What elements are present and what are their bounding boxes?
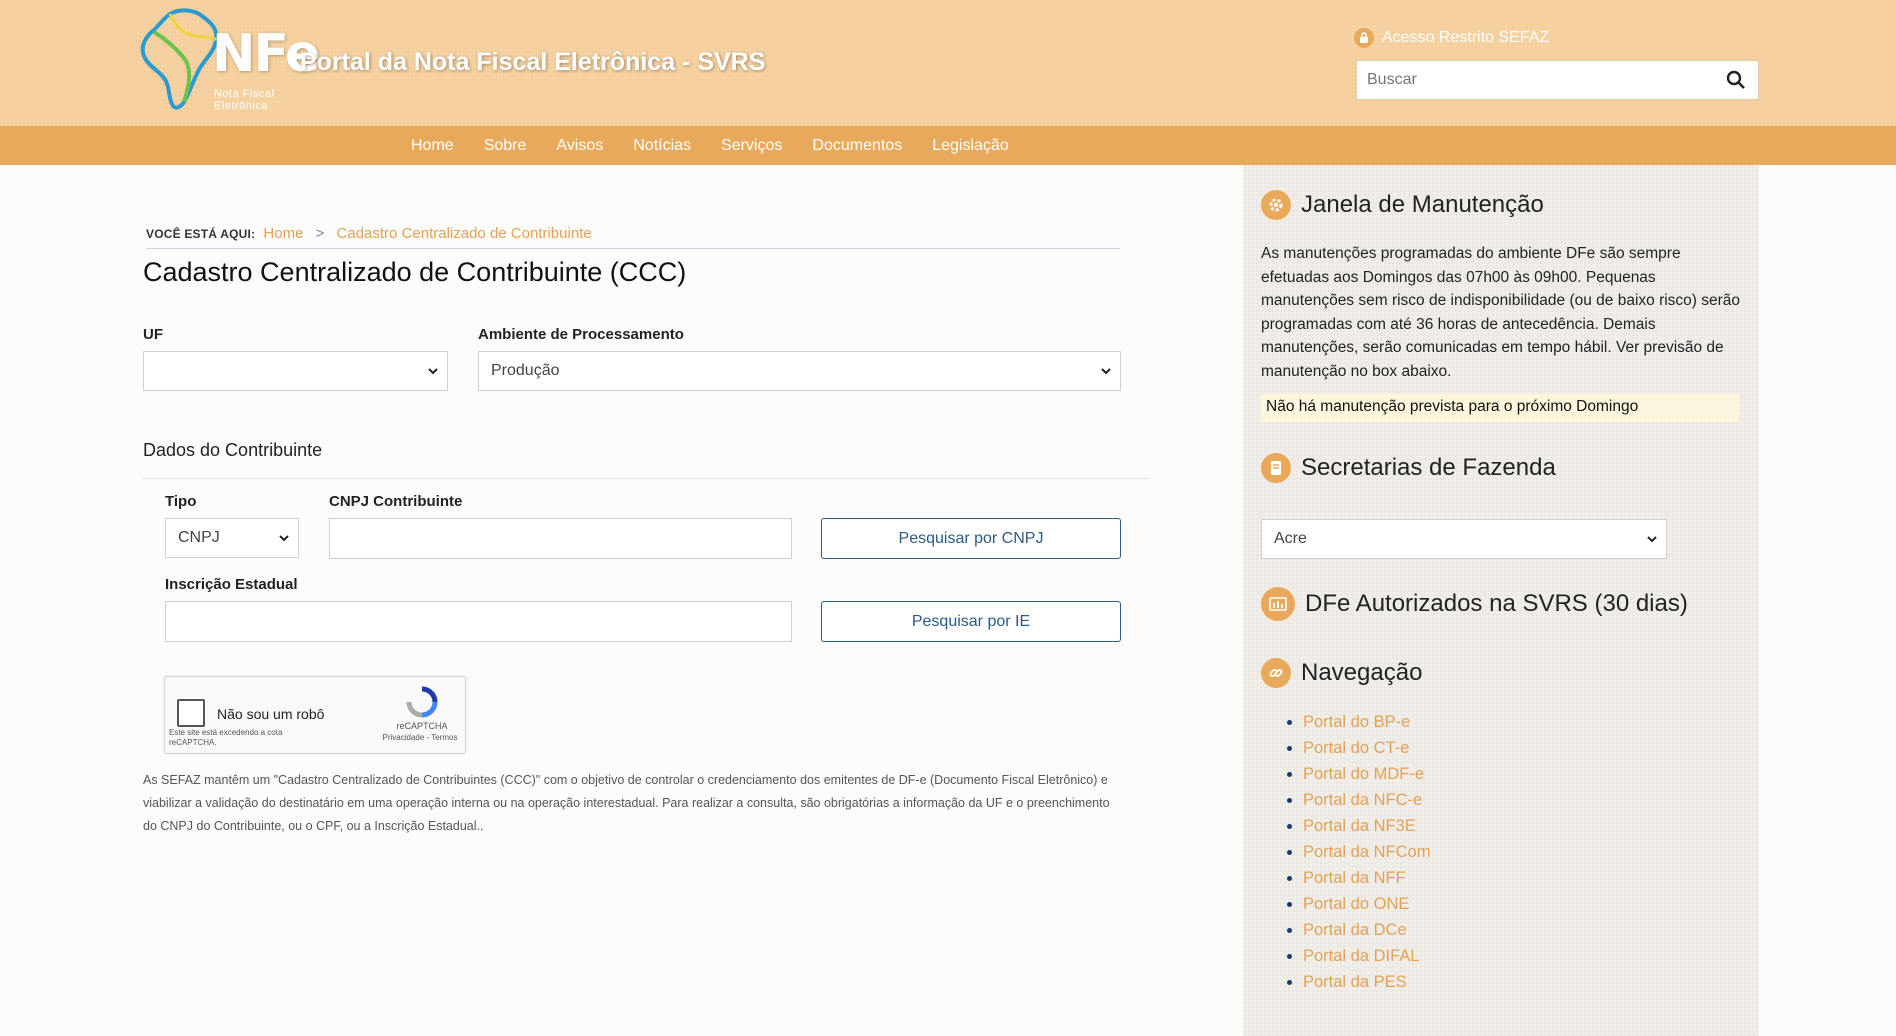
nav-home[interactable]: Home — [411, 137, 454, 154]
recaptcha-terms[interactable]: Privacidade - Termos — [382, 733, 458, 742]
chevron-down-icon — [427, 365, 439, 377]
tipo-select-value: CNPJ — [178, 529, 220, 546]
portal-link-nfce[interactable]: • Portal da NFC-e — [1303, 787, 1430, 813]
link-icon — [1261, 658, 1291, 688]
section-divider — [142, 478, 1150, 479]
dfe-heading — [1261, 587, 1688, 621]
cnpj-input[interactable] — [329, 518, 792, 559]
maintenance-text: As manutenções programadas do ambiente DFe são sempre efetuadas aos Domingos das 07h00 às 09h00. Pequenas manutenções sem risco de indisponibilidade (ou de baixo risco) serão programadas com até 36 horas de antecedência. Demais manutenções, serão comunicadas em tempo hábil. Ver previsão de manutenção no box abaixo. — [1261, 245, 1741, 380]
lock-icon — [1354, 28, 1374, 48]
portal-link-nfcom[interactable]: • Portal da NFCom — [1303, 839, 1430, 865]
page-title: Cadastro Centralizado de Contribuinte (CCC) — [143, 257, 687, 287]
site-title[interactable]: Portal da Nota Fiscal Eletrônica - SVRS — [300, 48, 766, 76]
search-box — [1356, 60, 1759, 100]
main-nav — [0, 126, 1896, 165]
recaptcha-widget — [164, 676, 466, 754]
document-icon — [1261, 453, 1291, 483]
nav-documentos[interactable]: Documentos — [812, 137, 903, 154]
logo-text: NFe — [212, 24, 319, 84]
portal-link-nf3e[interactable]: • Portal da NF3E — [1303, 813, 1430, 839]
portal-link-nff[interactable]: • Portal da NFF — [1303, 865, 1430, 891]
uf-select[interactable] — [143, 351, 448, 391]
nfe-logo[interactable] — [140, 6, 319, 120]
dfe-title: DFe Autorizados na SVRS (30 dias) — [1305, 590, 1688, 617]
portal-link-cte[interactable]: • Portal do CT-e — [1303, 735, 1430, 761]
header — [0, 0, 1896, 126]
portal-link-dce[interactable]: • Portal da DCe — [1303, 917, 1430, 943]
recaptcha-quota-text: Este site está excedendo a cota reCAPTCHA. — [169, 728, 283, 747]
chevron-down-icon — [1646, 533, 1658, 545]
nav-servicos[interactable]: Serviços — [721, 137, 783, 154]
breadcrumb — [146, 225, 1120, 249]
ambiente-select-value: Produção — [491, 362, 560, 379]
nav-noticias[interactable]: Notícias — [633, 137, 692, 154]
breadcrumb-prefix: VOCÊ ESTÁ AQUI: — [146, 227, 256, 241]
chevron-down-icon — [1100, 365, 1112, 377]
recaptcha-checkbox[interactable] — [177, 699, 205, 727]
nav-avisos[interactable]: Avisos — [556, 137, 604, 154]
navegacao-heading — [1261, 658, 1422, 688]
portal-link-mdfe[interactable]: • Portal do MDF-e — [1303, 761, 1430, 787]
navegacao-title: Navegação — [1301, 659, 1423, 686]
tipo-label: Tipo — [165, 493, 197, 510]
gear-icon — [1261, 190, 1291, 220]
logo-subtitle: Nota Fiscal Eletrônica — [214, 88, 275, 112]
breadcrumb-current[interactable]: Cadastro Centralizado de Contribuinte — [336, 225, 592, 242]
breadcrumb-home-link[interactable]: Home — [263, 225, 304, 242]
uf-label: UF — [143, 326, 163, 343]
portal-link-pes[interactable]: • Portal da PES — [1303, 969, 1430, 995]
secretarias-title: Secretarias de Fazenda — [1301, 454, 1556, 481]
search-input[interactable] — [1357, 61, 1717, 99]
cnpj-label: CNPJ Contribuinte — [329, 493, 463, 510]
secretarias-select[interactable] — [1261, 519, 1667, 559]
nav-sobre[interactable]: Sobre — [483, 137, 527, 154]
chevron-down-icon — [278, 532, 290, 544]
recaptcha-label: Não sou um robô — [217, 706, 325, 722]
ambiente-label: Ambiente de Processamento — [478, 326, 684, 343]
portal-links-list — [1283, 709, 1430, 995]
recaptcha-brand: reCAPTCHA — [396, 721, 448, 731]
maintenance-heading — [1261, 190, 1544, 220]
maintenance-title: Janela de Manutenção — [1301, 191, 1544, 218]
recaptcha-logo-icon — [405, 685, 439, 719]
secretarias-select-value: Acre — [1274, 530, 1307, 547]
maintenance-notice: Não há manutenção prevista para o próximo Domingo — [1261, 394, 1739, 422]
ie-label: Inscrição Estadual — [165, 576, 298, 593]
ie-input[interactable] — [165, 601, 792, 642]
search-icon[interactable] — [1726, 70, 1748, 92]
restricted-access-label: Acesso Restrito SEFAZ — [1382, 29, 1550, 46]
info-paragraph: As SEFAZ mantêm um "Cadastro Centralizado de Contribuintes (CCC)" com o objetivo de controlar o credenciamento dos emitentes de DF-e (Documento Fiscal Eletrônico) e viabilizar a validação do destinatário em uma operação interna ou na operação interestadual. Para realizar a consulta, são obrigatórias a informação da UF e o preenchimento do CNPJ do Contribuinte, ou o CPF, ou a Inscrição Estadual.. — [143, 773, 1110, 833]
restricted-access-link[interactable] — [1354, 28, 1549, 48]
tipo-select[interactable] — [165, 518, 299, 558]
section-title: Dados do Contribuinte — [143, 440, 323, 460]
portal-link-one[interactable]: • Portal do ONE — [1303, 891, 1430, 917]
portal-link-difal[interactable]: • Portal da DIFAL — [1303, 943, 1430, 969]
ambiente-select[interactable] — [478, 351, 1121, 391]
portal-link-bpe[interactable]: • Portal do BP-e — [1303, 709, 1430, 735]
nav-legislacao[interactable]: Legislação — [932, 137, 1009, 154]
sidebar — [1243, 165, 1759, 1036]
chart-card-icon — [1261, 587, 1295, 621]
brazil-map-icon — [140, 6, 220, 116]
search-ie-button[interactable]: Pesquisar por IE — [821, 601, 1121, 642]
secretarias-heading — [1261, 453, 1556, 483]
search-cnpj-button[interactable]: Pesquisar por CNPJ — [821, 518, 1121, 559]
breadcrumb-separator: > — [315, 225, 325, 242]
